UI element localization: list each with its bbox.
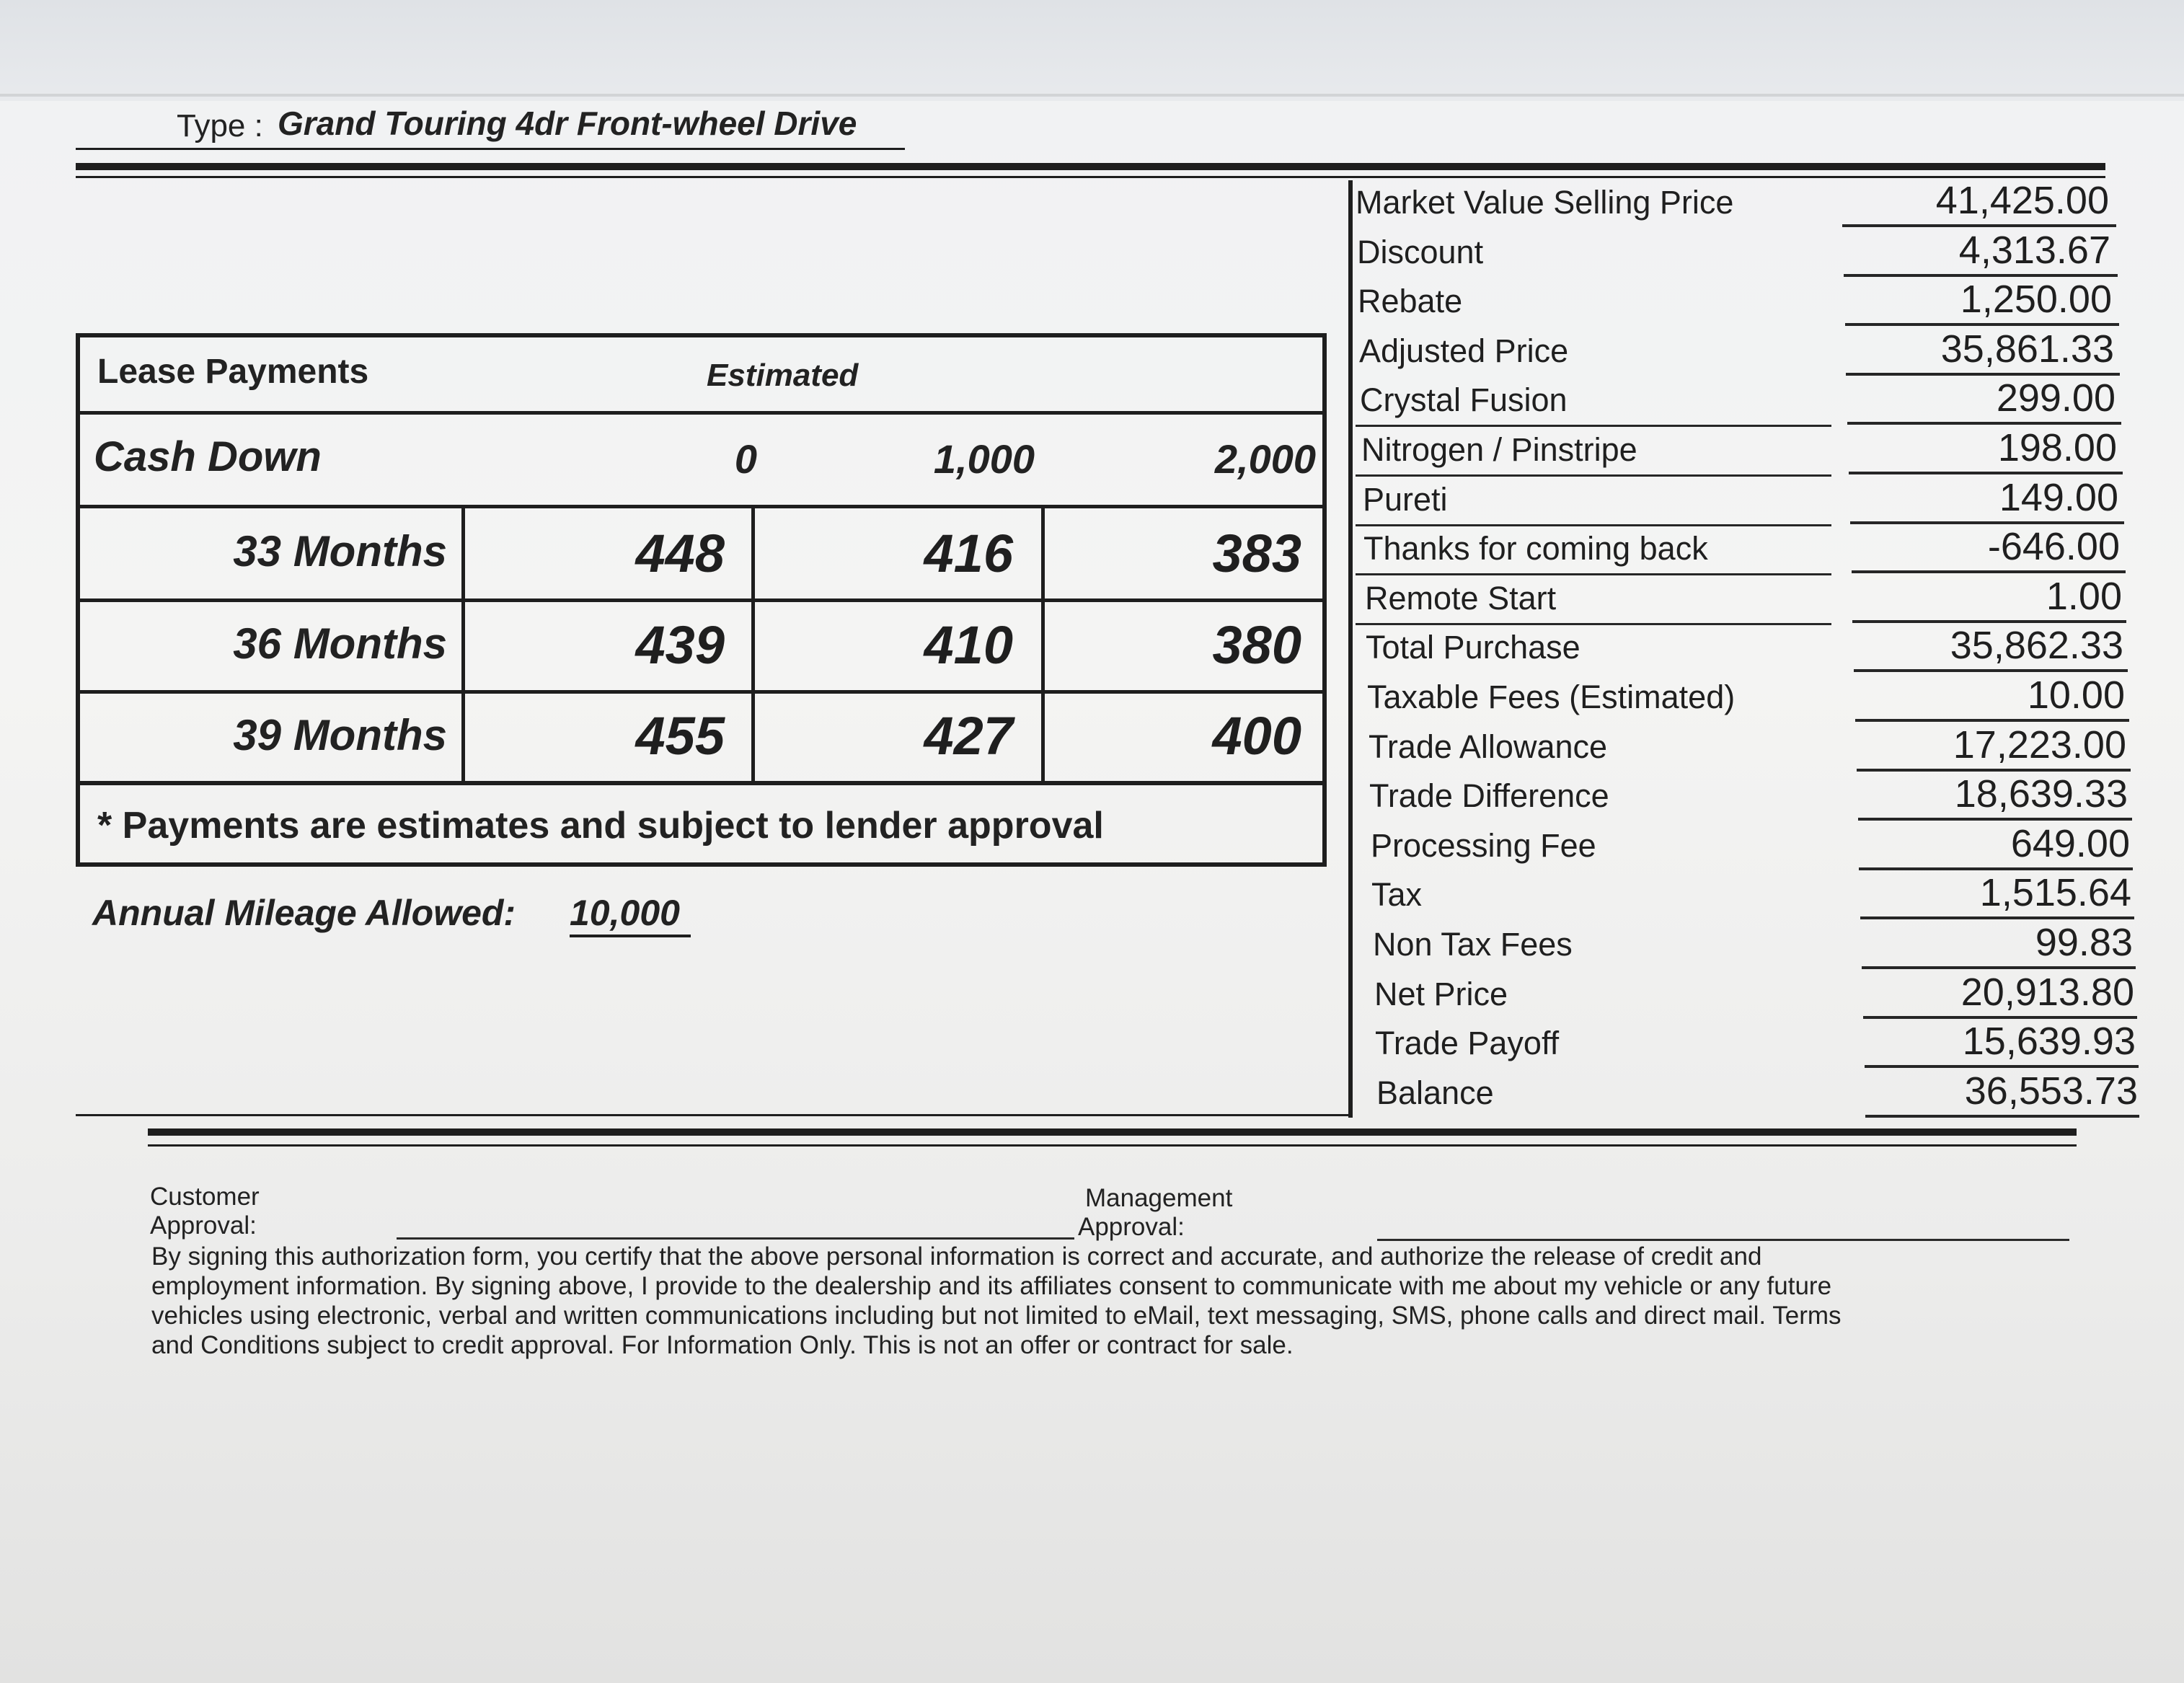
lower-thin-rule <box>148 1144 2077 1147</box>
price-item-label: Processing Fee <box>1371 827 1596 864</box>
price-item-value: 149.00 <box>1999 476 2118 519</box>
term-39-months: 39 Months <box>233 711 447 759</box>
price-item-value: 17,223.00 <box>1953 723 2126 767</box>
price-item-value: 35,862.33 <box>1950 624 2123 667</box>
price-value-underline <box>1865 1065 2139 1068</box>
price-item-label: Market Value Selling Price <box>1356 184 1734 221</box>
price-item-value: -646.00 <box>1987 525 2120 568</box>
price-item-value: 299.00 <box>1996 376 2116 420</box>
price-item-label: Nitrogen / Pinstripe <box>1361 431 1637 468</box>
price-item-value: 20,913.80 <box>1960 971 2134 1014</box>
price-item-label: Rebate <box>1358 283 1463 319</box>
price-item-label: Adjusted Price <box>1359 332 1569 369</box>
price-value-underline <box>1862 966 2136 969</box>
price-value-underline <box>1855 719 2129 722</box>
estimate-disclaimer: * Payments are estimates and subject to lender approval <box>97 805 1104 847</box>
lease-payments-title: Lease Payments <box>97 353 369 391</box>
grid-col-3 <box>1041 508 1045 782</box>
price-item-value: 15,639.93 <box>1962 1020 2136 1063</box>
price-label-underline <box>1356 573 1831 575</box>
lower-thick-rule <box>148 1128 2077 1136</box>
price-item-label: Remote Start <box>1365 580 1557 617</box>
price-item-label: Non Tax Fees <box>1373 926 1573 963</box>
price-item-label: Taxable Fees (Estimated) <box>1367 679 1736 715</box>
price-item-label: Thanks for coming back <box>1363 530 1708 567</box>
price-item-label: Discount <box>1357 234 1484 270</box>
price-label-underline <box>1356 524 1831 526</box>
customer-label-1: Customer <box>150 1183 260 1211</box>
management-signature-line[interactable] <box>1377 1239 2069 1241</box>
price-label-underline <box>1356 425 1831 427</box>
type-underline <box>76 148 905 150</box>
term-36-months: 36 Months <box>233 619 447 668</box>
payment-39-0: 455 <box>635 706 725 766</box>
legal-line: By signing this authorization form, you certify that the above personal information is correct and accurate, and authorize the release of credit and <box>151 1242 1762 1271</box>
grid-col-1 <box>461 508 465 782</box>
price-item-value: 35,861.33 <box>1940 327 2114 371</box>
mileage-underline <box>570 935 691 937</box>
legal-line: vehicles using electronic, verbal and written communications including but not limited to eMail, text messaging, SMS, phone calls and direct mail. Terms <box>151 1302 1842 1330</box>
price-item-value: 18,639.33 <box>1954 772 2128 816</box>
lease-header-divider <box>76 411 1327 415</box>
cash-down-1000: 1,000 <box>933 436 1035 482</box>
top-thick-rule <box>76 163 2105 170</box>
price-item-value: 36,553.73 <box>1964 1069 2138 1113</box>
price-item-label: Net Price <box>1374 976 1508 1012</box>
cash-down-0: 0 <box>734 436 757 482</box>
legal-disclaimer <box>151 1242 2069 1360</box>
legal-line: and Conditions subject to credit approval. For Information Only. This is not an offer or contract for sale. <box>151 1331 1294 1359</box>
annual-mileage-value: 10,000 <box>570 893 680 933</box>
payment-39-2000: 400 <box>1212 706 1301 766</box>
customer-signature-line[interactable] <box>397 1237 1074 1240</box>
price-item-value: 1.00 <box>2046 575 2122 618</box>
price-item-value: 1,250.00 <box>1960 278 2112 321</box>
payment-33-0: 448 <box>635 524 725 583</box>
price-value-underline <box>1858 818 2132 821</box>
payment-36-0: 439 <box>635 615 725 675</box>
price-value-underline <box>1854 669 2128 672</box>
grid-col-2 <box>751 508 755 782</box>
payment-33-1000: 416 <box>924 524 1013 583</box>
annual-mileage-label: Annual Mileage Allowed: <box>92 893 516 933</box>
price-item-value: 1,515.64 <box>1979 871 2131 914</box>
price-item-label: Trade Allowance <box>1369 728 1608 765</box>
price-value-underline <box>1845 323 2119 326</box>
price-item-value: 649.00 <box>2010 822 2130 865</box>
column-divider <box>1348 180 1353 1118</box>
type-value: Grand Touring 4dr Front-wheel Drive <box>278 105 857 142</box>
payment-36-1000: 410 <box>924 615 1013 675</box>
price-item-value: 198.00 <box>1997 426 2117 469</box>
price-value-underline <box>1847 422 2121 425</box>
customer-label-2: Approval: <box>150 1211 257 1240</box>
cash-down-divider <box>76 505 1327 508</box>
price-item-label: Balance <box>1376 1074 1494 1111</box>
photo-background-top <box>0 0 2184 101</box>
price-value-underline <box>1865 1115 2139 1118</box>
legal-line: employment information. By signing above, I provide to the dealership and its affiliates consent to communicate with me about my vehicle or any future <box>151 1272 1832 1300</box>
price-item-label: Trade Difference <box>1369 777 1609 814</box>
lower-thin-rule-left <box>76 1114 1352 1116</box>
paper-edge <box>0 94 2184 97</box>
price-item-label: Trade Payoff <box>1375 1025 1560 1061</box>
price-item-label: Total Purchase <box>1366 629 1580 666</box>
top-thin-rule <box>76 176 2105 178</box>
price-item-label: Tax <box>1371 876 1423 913</box>
management-label-2: Approval: <box>1078 1213 1185 1241</box>
cash-down-label: Cash Down <box>94 433 322 480</box>
payment-39-1000: 427 <box>924 706 1013 766</box>
price-item-value: 41,425.00 <box>1935 179 2109 222</box>
price-value-underline <box>1860 916 2134 919</box>
payment-33-2000: 383 <box>1212 524 1301 583</box>
grid-row-1 <box>76 598 1327 602</box>
payment-36-2000: 380 <box>1212 615 1301 675</box>
price-item-value: 99.83 <box>2035 921 2133 964</box>
price-value-underline <box>1842 224 2116 227</box>
grid-row-2 <box>76 690 1327 694</box>
grid-row-3 <box>76 781 1327 785</box>
price-label-underline <box>1356 474 1831 477</box>
price-item-value: 4,313.67 <box>1958 229 2110 272</box>
management-label-1: Management <box>1085 1184 1233 1212</box>
cash-down-2000: 2,000 <box>1214 436 1316 482</box>
price-label-underline <box>1356 623 1831 625</box>
estimated-label: Estimated <box>707 358 859 393</box>
price-item-value: 10.00 <box>2027 673 2125 717</box>
price-item-label: Crystal Fusion <box>1360 381 1568 418</box>
price-value-underline <box>1849 472 2123 474</box>
type-label: Type : <box>177 108 263 143</box>
price-item-label: Pureti <box>1363 481 1448 518</box>
term-33-months: 33 Months <box>233 527 447 575</box>
price-value-underline <box>1852 570 2126 573</box>
